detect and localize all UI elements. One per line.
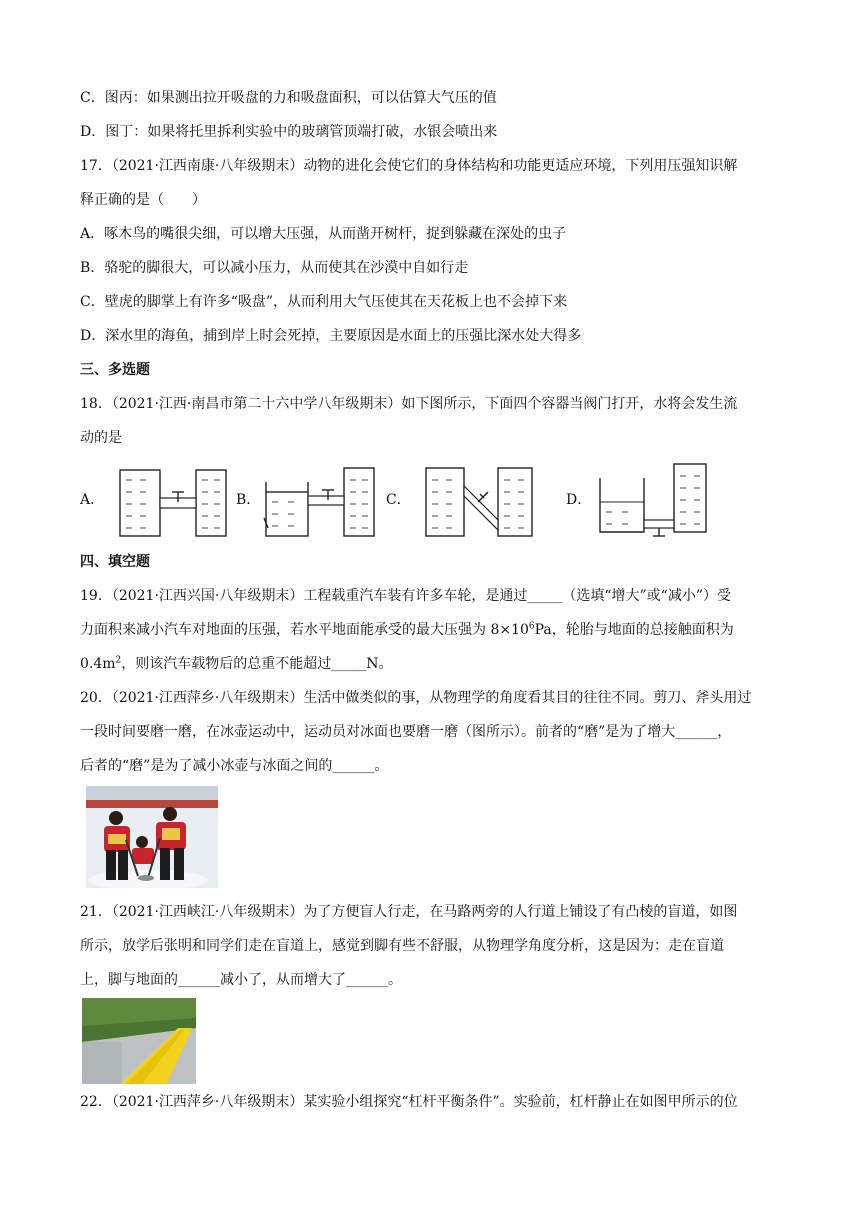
container-a-figure <box>112 458 234 544</box>
container-b-figure <box>260 458 380 544</box>
q18-label-d: D． <box>566 492 592 508</box>
section-heading-fill-in: 四、填空题 <box>80 554 150 570</box>
q17-option-c: C．壁虎的脚掌上有许多“吸盘”，从而利用大气压使其在天花板上也不会掉下来 <box>80 294 568 310</box>
q20-line3: 后者的“磨”是为了减小冰壶与冰面之间的______。 <box>80 758 389 774</box>
q18-label-c: C． <box>386 492 411 508</box>
q22-line1: 22．（2021·江西萍乡·八年级期末）某实验小组探究“杠杆平衡条件”。实验前，杠杆静止在如图甲所示的位 <box>80 1094 738 1110</box>
q16-option-c: C．图丙：如果测出拉开吸盘的力和吸盘面积，可以估算大气压的值 <box>80 90 497 106</box>
q20-line2: 一段时间要磨一磨，在冰壶运动中，运动员对冰面也要磨一磨（图所示）。前者的“磨”是为了增大______， <box>80 724 732 740</box>
curling-photo <box>86 786 218 888</box>
q18-label-a: A． <box>80 492 105 508</box>
q16-option-d: D．图丁：如果将托里拆利实验中的玻璃管顶端打破，水银会喷出来 <box>80 124 498 140</box>
q17-option-a: A．啄木鸟的嘴很尖细，可以增大压强，从而凿开树杆，捉到躲藏在深处的虫子 <box>80 226 567 242</box>
q20-line1: 20．（2021·江西萍乡·八年级期末）生活中做类似的事，从物理学的角度看其目的往往不同。剪刀、斧头用过 <box>80 690 752 706</box>
q17-option-b: B．骆驼的脚很大，可以减小压力，从而使其在沙漠中自如行走 <box>80 260 469 276</box>
container-c-figure <box>420 458 540 544</box>
q19-line2: 力面积来减小汽车对地面的压强，若水平地面能承受的最大压强为 $8\times 10^6Pa$，轮胎与地面的总接触面积为 <box>80 621 734 638</box>
q18-stem-line2: 动的是 <box>80 430 122 446</box>
container-d-figure <box>594 458 714 544</box>
section-heading-multiple-choice: 三、多选题 <box>80 362 150 378</box>
q17-stem-line2: 释正确的是（ ） <box>80 192 206 208</box>
tactile-paving-photo <box>82 998 196 1084</box>
q18-label-b: B． <box>236 492 261 508</box>
q21-line2: 所示，放学后张明和同学们走在盲道上，感觉到脚有些不舒服，从物理学角度分析，这是因为：走在盲道 <box>80 938 724 954</box>
q17-stem-line1: 17．（2021·江西南康·八年级期末）动物的进化会使它们的身体结构和功能更适应环境，下列用压强知识解 <box>80 158 738 174</box>
q21-line1: 21．（2021·江西峡江·八年级期末）为了方便盲人行走，在马路两旁的人行道上铺设了有凸棱的盲道，如图 <box>80 904 738 920</box>
q17-option-d: D．深水里的海鱼，捕到岸上时会死掉，主要原因是水面上的压强比深水处大得多 <box>80 328 582 344</box>
q19-line3: $0.4m^2$，则该汽车载物后的总重不能超过_____N。 <box>80 655 393 672</box>
q21-line3: 上，脚与地面的______减小了，从而增大了______。 <box>80 972 402 988</box>
q19-line1: 19．（2021·江西兴国·八年级期末）工程载重汽车装有许多车轮，是通过_____（选填“增大”或“减小”）受 <box>80 588 731 604</box>
q18-stem-line1: 18．（2021·江西·南昌市第二十六中学八年级期末）如下图所示，下面四个容器当阀门打开，水将会发生流 <box>80 396 738 412</box>
